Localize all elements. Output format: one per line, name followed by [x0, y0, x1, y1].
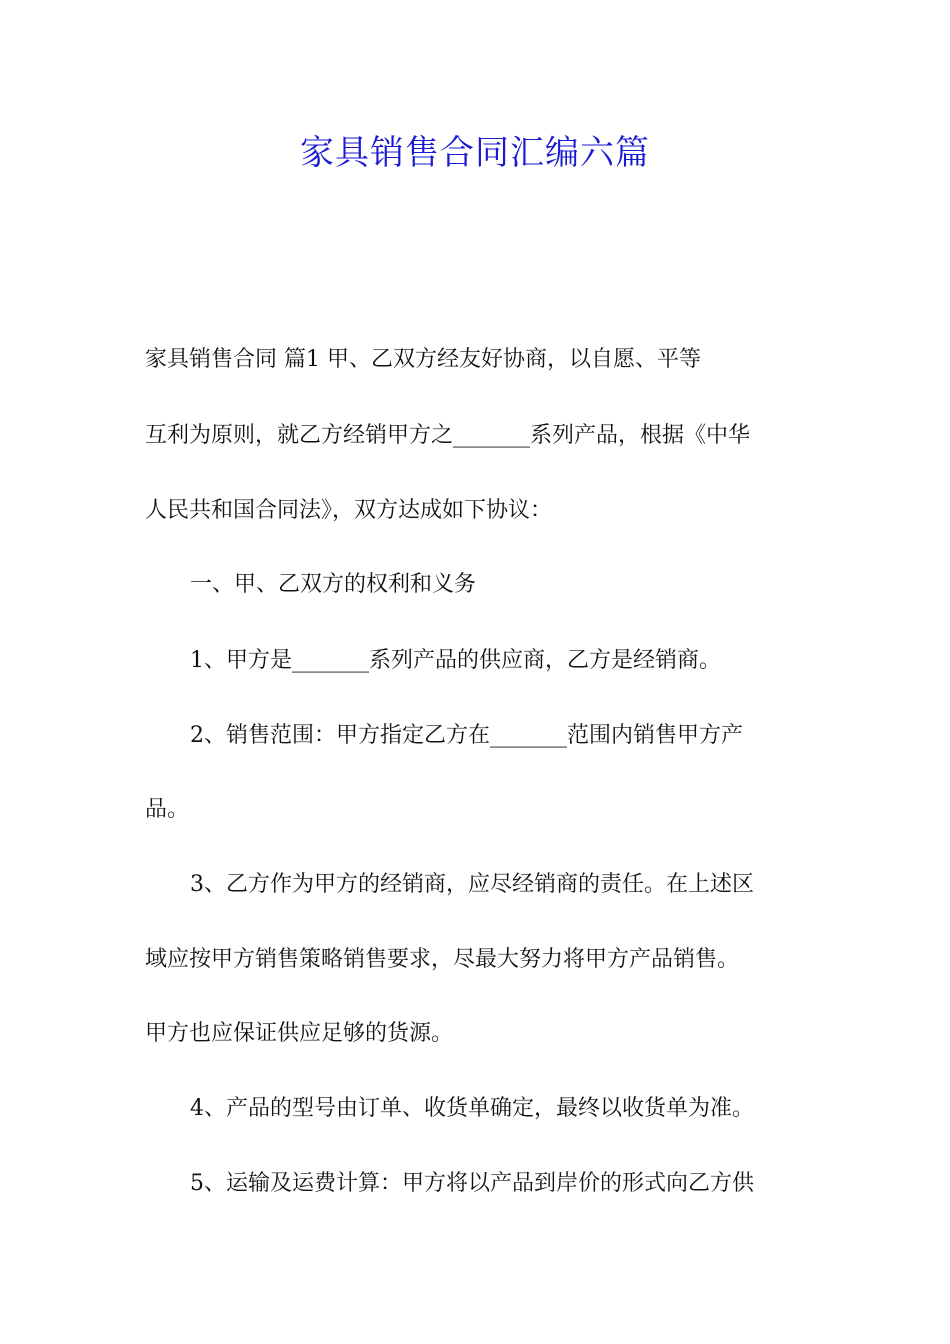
clause-3-line-3: 甲方也应保证供应足够的货源。 [145, 1021, 454, 1046]
clause-2-line-1: 2、销售范围：甲方指定乙方在_______范围内销售甲方产 [190, 723, 743, 748]
clause-3-line-1: 3、乙方作为甲方的经销商，应尽经销商的责任。在上述区 [190, 872, 754, 897]
paragraph-line-1: 家具销售合同 篇1 甲、乙双方经友好协商，以自愿、平等 [145, 347, 701, 372]
clause-5-line-1: 5、运输及运费计算：甲方将以产品到岸价的形式向乙方供 [190, 1171, 754, 1196]
paragraph-line-3: 人民共和国合同法》，双方达成如下协议： [145, 498, 553, 523]
clause-2-line-2: 品。 [145, 797, 190, 822]
paragraph-line-2: 互利为原则，就乙方经销甲方之_______系列产品，根据《中华 [145, 423, 751, 448]
document-title: 家具销售合同汇编六篇 [300, 133, 650, 173]
clause-1-line-1: 1、甲方是_______系列产品的供应商，乙方是经销商。 [190, 648, 721, 673]
section-heading-1: 一、甲、乙双方的权利和义务 [190, 572, 477, 597]
clause-3-line-2: 域应按甲方销售策略销售要求，尽最大努力将甲方产品销售。 [145, 947, 740, 972]
clause-4-line-1: 4、产品的型号由订单、收货单确定，最终以收货单为准。 [190, 1096, 754, 1121]
